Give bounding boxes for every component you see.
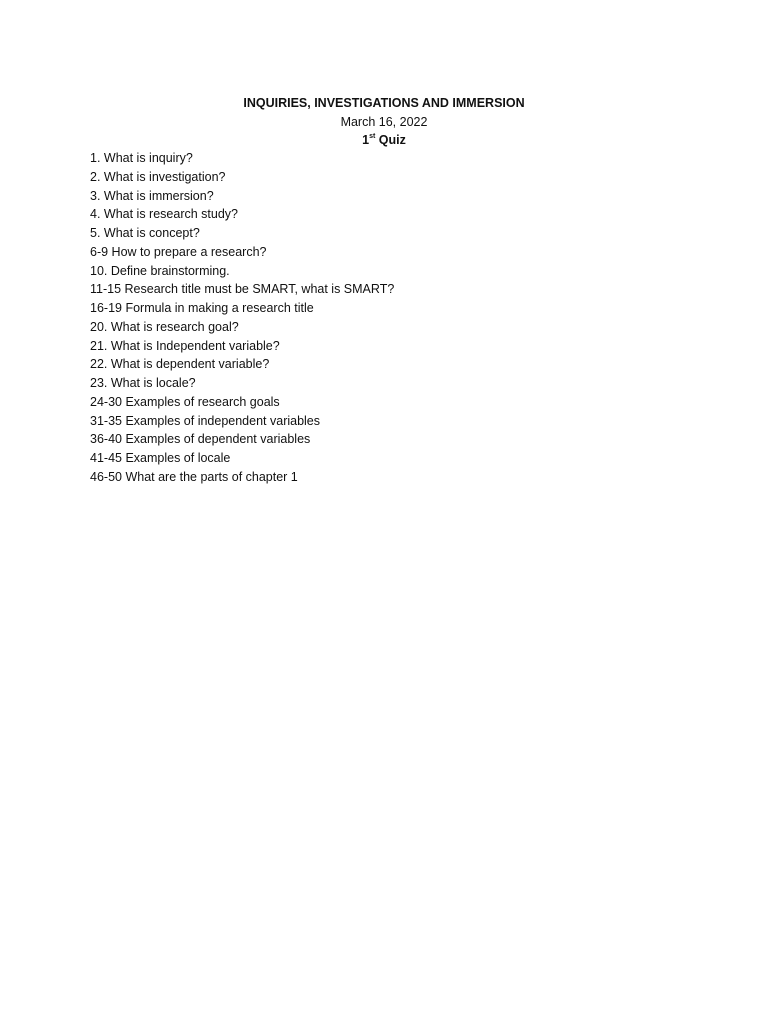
question-item: 36-40 Examples of dependent variables bbox=[90, 432, 311, 447]
question-item: 2. What is investigation? bbox=[90, 169, 226, 184]
quiz-label: Quiz bbox=[378, 133, 406, 148]
document-title: INQUIRIES, INVESTIGATIONS AND IMMERSION bbox=[243, 96, 525, 110]
question-item: 4. What is research study? bbox=[90, 207, 238, 222]
question-item: 5. What is concept? bbox=[90, 226, 200, 240]
question-item: 16-19 Formula in making a research title bbox=[90, 301, 314, 315]
question-item: 41-45 Examples of locale bbox=[90, 451, 231, 465]
question-item: 23. What is locale? bbox=[90, 376, 196, 390]
question-item: 46-50 What are the parts of chapter 1 bbox=[90, 469, 298, 484]
question-item: 21. What is Independent variable? bbox=[90, 338, 280, 353]
document-header bbox=[0, 94, 768, 150]
quiz-ordinal-suffix: st bbox=[369, 133, 376, 141]
question-item: 24-30 Examples of research goals bbox=[90, 394, 280, 409]
question-item: 10. Define brainstorming. bbox=[90, 263, 230, 278]
quiz-ordinal-number: 1 bbox=[362, 133, 370, 148]
question-item: 6-9 How to prepare a research? bbox=[90, 244, 267, 259]
question-item: 3. What is immersion? bbox=[90, 188, 214, 203]
document-date: March 16, 2022 bbox=[340, 114, 428, 129]
question-item: 20. What is research goal? bbox=[90, 319, 239, 334]
question-item: 22. What is dependent variable? bbox=[90, 357, 270, 372]
quiz-heading bbox=[0, 131, 768, 150]
question-list bbox=[90, 149, 394, 487]
question-item: 1. What is inquiry? bbox=[90, 151, 193, 165]
question-item: 31-35 Examples of independent variables bbox=[90, 413, 321, 428]
question-item: 11-15 Research title must be SMART, what is SMART? bbox=[90, 282, 395, 297]
